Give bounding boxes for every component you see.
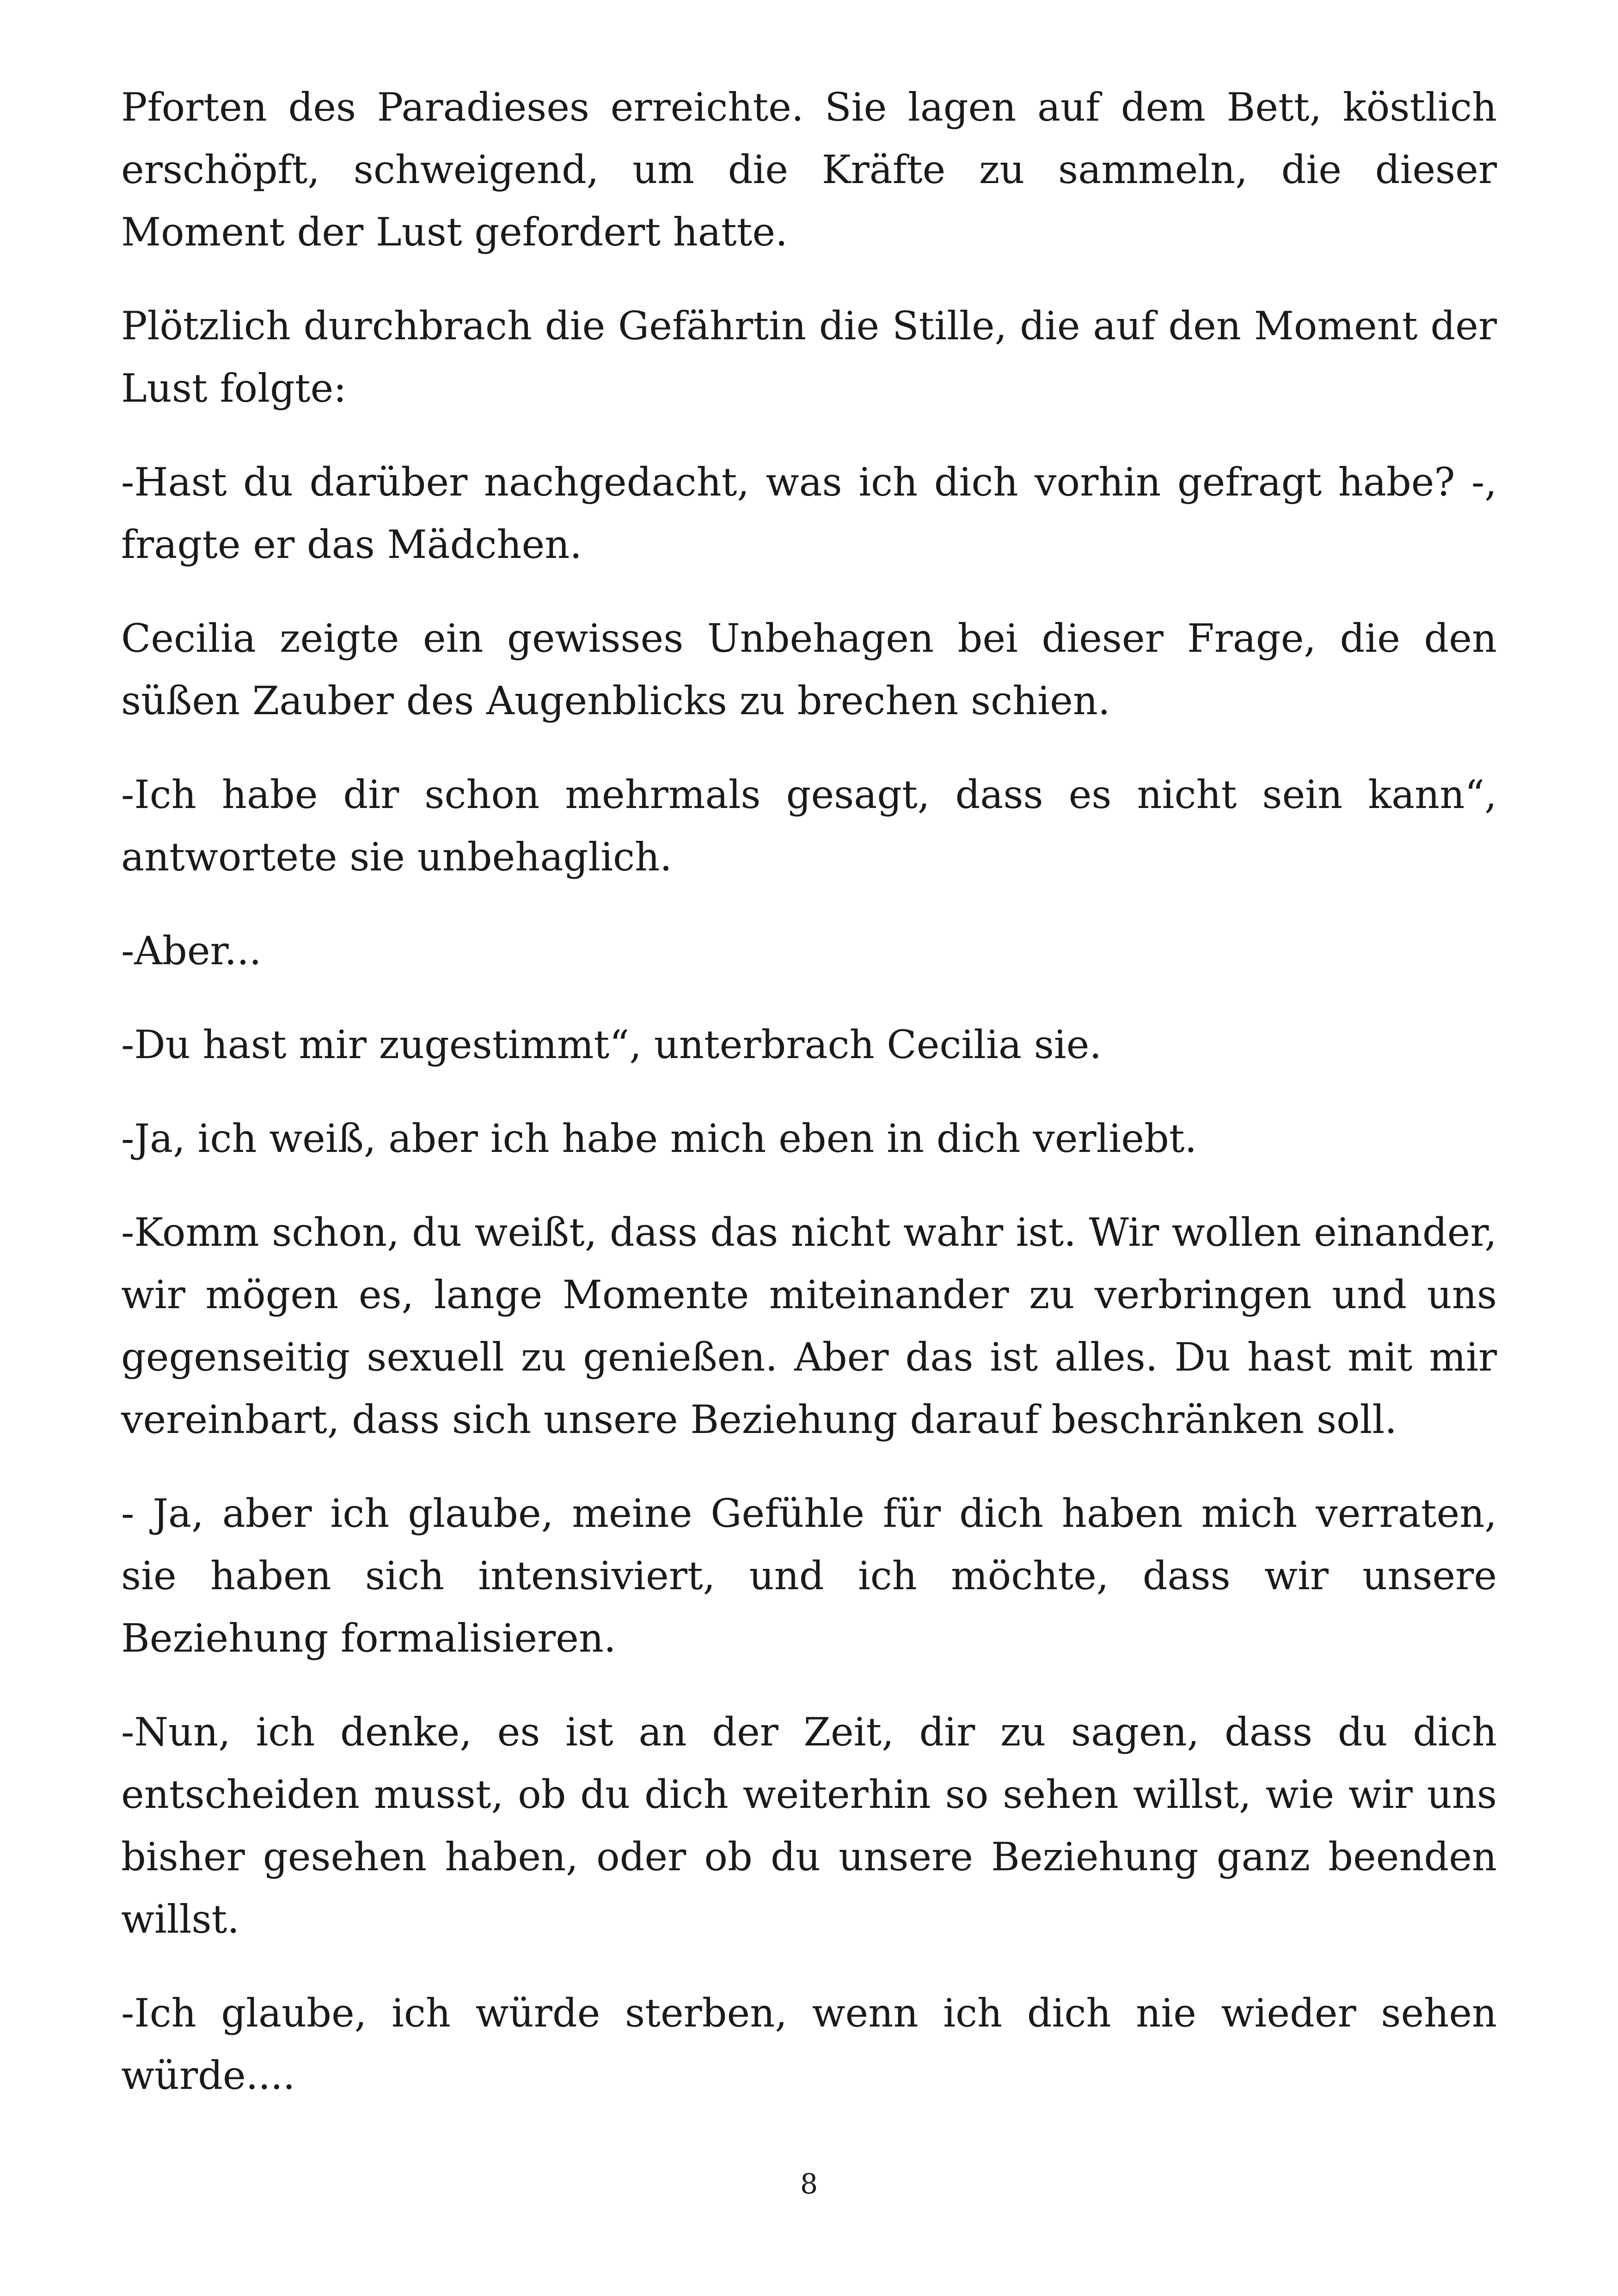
paragraph-8: -Ja, ich weiß, aber ich habe mich eben in dich verliebt. xyxy=(121,1116,1197,1161)
paragraph-11: -Nun, ich denke, es ist an der Zeit, dir zu sagen, dass du dich entscheiden musst, ob du dich weiterhin so sehen willst, wie wir uns bisher gesehen haben, oder ob du unsere Beziehung ganz beenden willst. xyxy=(121,1709,1497,1942)
paragraph-2: Plötzlich durchbrach die Gefährtin die Stille, die auf den Moment der Lust folgte: xyxy=(121,303,1497,411)
page-number: 8 xyxy=(800,2168,818,2200)
paragraph-6: -Aber... xyxy=(121,928,262,974)
paragraph-10: - Ja, aber ich glaube, meine Gefühle für dich haben mich verraten, sie haben sich intensiviert, und ich möchte, dass wir unsere Beziehung formalisieren. xyxy=(121,1491,1497,1661)
text-body xyxy=(121,76,1497,2138)
paragraph-7: -Du hast mir zugestimmt“, unterbrach Cecilia sie. xyxy=(121,1022,1102,1067)
paragraph-1: Pforten des Paradieses erreichte. Sie lagen auf dem Bett, köstlich erschöpft, schweigend, um die Kräfte zu sammeln, die dieser Moment der Lust gefordert hatte. xyxy=(121,85,1497,255)
paragraph-9: -Komm schon, du weißt, dass das nicht wahr ist. Wir wollen einander, wir mögen es, lange Momente miteinander zu verbringen und uns gegenseitig sexuell zu genießen. Aber das ist alles. Du hast mit mir vereinbart, dass sich unsere Beziehung darauf beschränken soll. xyxy=(121,1210,1497,1442)
paragraph-3: -Hast du darüber nachgedacht, was ich dich vorhin gefragt habe? -, fragte er das Mädchen. xyxy=(121,459,1497,567)
paragraph-12: -Ich glaube, ich würde sterben, wenn ich dich nie wieder sehen würde.... xyxy=(121,1990,1497,2098)
paragraph-5: -Ich habe dir schon mehrmals gesagt, dass es nicht sein kann“, antwortete sie unbehaglich. xyxy=(121,772,1497,880)
paragraph-4: Cecilia zeigte ein gewisses Unbehagen bei dieser Frage, die den süßen Zauber des Augenblicks zu brechen schien. xyxy=(121,616,1497,723)
